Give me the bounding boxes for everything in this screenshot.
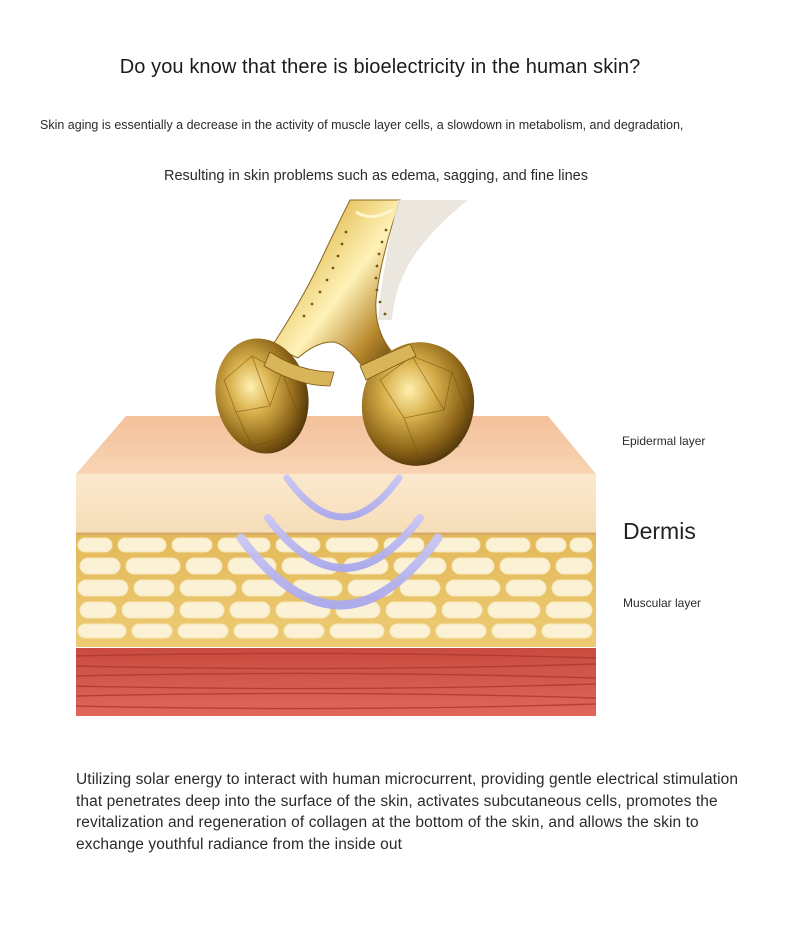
dermis-label: Dermis: [623, 518, 696, 544]
subtitle-text: Skin aging is essentially a decrease in the activity of muscle layer cells, a slowdown in metabolism, and degradation,: [40, 118, 684, 132]
description-paragraph: Utilizing solar energy to interact with human microcurrent, providing gentle electrical stimulation that penetrates deep into the surface of the skin, activates subcutaneous cells, promotes the revitalization and regeneration of collagen at the bottom of the skin, and allows the skin to exchange youthful radiance from the inside out: [76, 771, 739, 853]
epidermis-layer: [76, 474, 596, 534]
skin-surface: [76, 416, 596, 474]
epidermal-layer-label: Epidermal layer: [622, 434, 706, 448]
muscular-layer-label: Muscular layer: [623, 596, 702, 610]
subtitle-text-2: Resulting in skin problems such as edema, sagging, and fine lines: [164, 168, 588, 184]
skin-layer-illustration: [0, 190, 790, 730]
page-title: Do you know that there is bioelectricity in the human skin?: [119, 56, 641, 78]
